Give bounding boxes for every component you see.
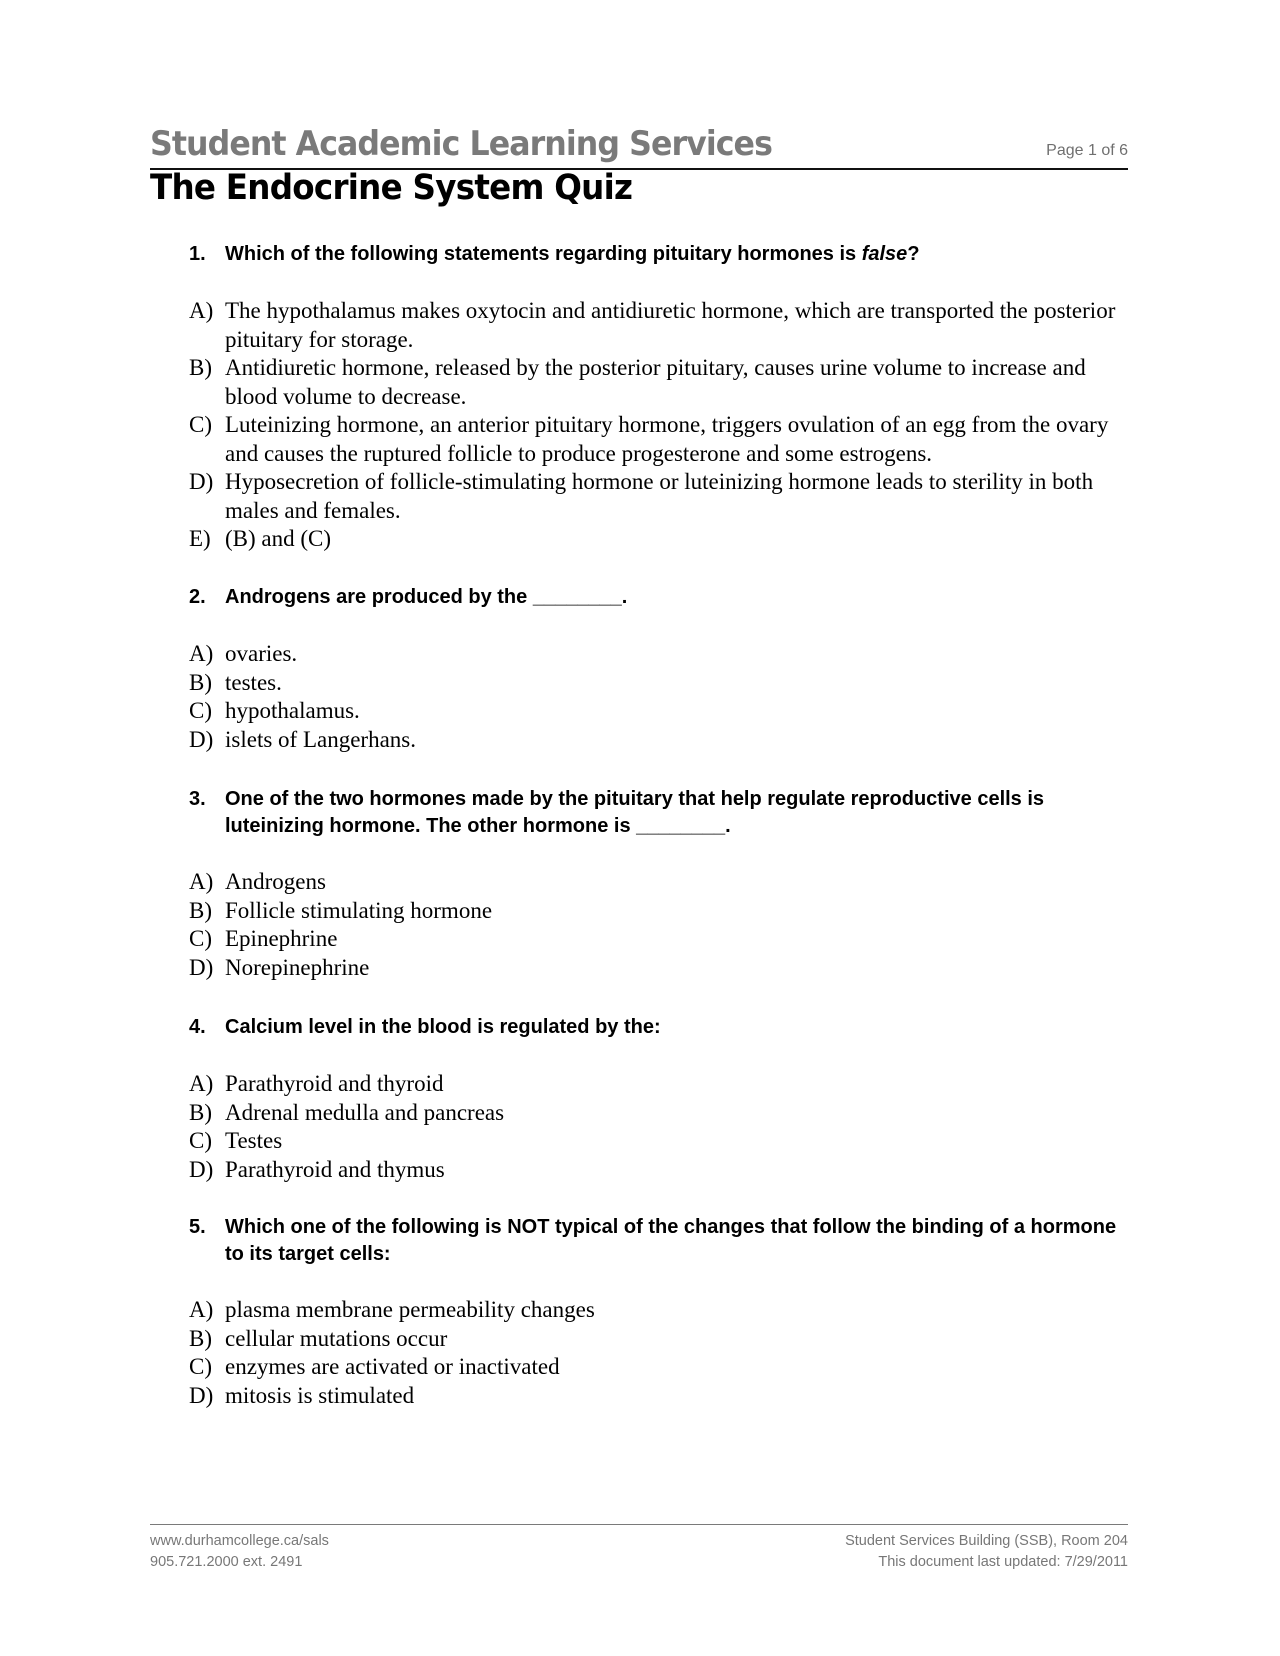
option-letter: B) [189, 669, 212, 695]
question-number: 2. [189, 586, 206, 608]
option-letter: E) [189, 526, 211, 551]
answer-options-2 [189, 640, 1129, 754]
option-text: Luteinizing hormone, an anterior pituitary hormone, triggers ovulation of an egg from the ovary and causes the ruptured follicle to produce progesterone and some estrogens. [225, 412, 1109, 466]
footer-phone: 905.721.2000 ext. 2491 [150, 1554, 303, 1570]
answer-option [189, 1127, 1129, 1156]
question-number: 4. [189, 1016, 206, 1038]
option-letter: C) [189, 1354, 212, 1379]
question-5 [189, 1214, 1129, 1268]
option-letter: A) [189, 869, 214, 894]
option-letter: B) [189, 1099, 212, 1125]
question-3 [189, 786, 1129, 840]
option-text: Hyposecretion of follicle-stimulating hormone or luteinizing hormone leads to sterility in both males and females. [225, 469, 1094, 523]
answer-option [189, 1353, 1129, 1382]
question-1 [189, 241, 1129, 268]
option-text: (B) and (C) [225, 526, 332, 551]
answer-option [189, 1296, 1129, 1325]
answer-option [189, 411, 1129, 468]
option-letter: D) [189, 469, 214, 494]
option-text: plasma membrane permeability changes [225, 1297, 595, 1322]
option-text: Parathyroid and thyroid [225, 1071, 444, 1096]
answer-options-4 [189, 1070, 1129, 1184]
answer-option [189, 1382, 1129, 1411]
option-text: Testes [225, 1128, 283, 1153]
option-letter: C) [189, 412, 212, 437]
question-text: Androgens are produced by the ________. [225, 586, 628, 608]
option-text: hypothalamus. [225, 698, 360, 723]
footer-location: Student Services Building (SSB), Room 204 [845, 1533, 1128, 1549]
option-text: Parathyroid and thymus [225, 1156, 445, 1182]
question-text: Which one of the following is NOT typical of the changes that follow the binding of a hormone to its target cells: [225, 1216, 1117, 1265]
option-text: Epinephrine [225, 926, 338, 951]
option-letter: D) [189, 1382, 214, 1408]
option-text: ovaries. [225, 641, 298, 666]
option-text: Androgens [225, 869, 326, 894]
answer-option [189, 868, 1129, 897]
option-text: Follicle stimulating hormone [225, 897, 493, 923]
organization-name: Student Academic Learning Services [150, 124, 772, 164]
option-text: cellular mutations occur [225, 1325, 448, 1351]
option-letter: C) [189, 1128, 212, 1153]
answer-options-3 [189, 868, 1129, 982]
question-4 [189, 1014, 1129, 1041]
answer-option [189, 726, 1129, 755]
option-letter: D) [189, 726, 214, 752]
option-letter: C) [189, 926, 212, 951]
option-letter: B) [189, 897, 212, 923]
page-number: Page 1 of 6 [1046, 142, 1128, 159]
option-text: Adrenal medulla and pancreas [225, 1099, 505, 1125]
option-text: Norepinephrine [225, 954, 370, 980]
answer-option [189, 1325, 1129, 1354]
option-letter: B) [189, 1325, 212, 1351]
answer-options-1 [189, 297, 1129, 554]
option-letter: A) [189, 641, 214, 666]
option-letter: C) [189, 698, 212, 723]
option-text: islets of Langerhans. [225, 726, 416, 752]
question-text: One of the two hormones made by the pituitary that help regulate reproductive cells is luteinizing hormone. The other hormone is ________. [225, 788, 1045, 837]
question-number: 1. [189, 243, 206, 265]
answer-option [189, 697, 1129, 726]
option-text: Antidiuretic hormone, released by the posterior pituitary, causes urine volume to increase and blood volume to decrease. [225, 355, 1086, 409]
answer-option [189, 1099, 1129, 1128]
footer-contact [150, 1531, 329, 1573]
question-2 [189, 584, 1129, 611]
question-emphasis: false [861, 243, 908, 265]
answer-options-5 [189, 1296, 1129, 1410]
answer-option [189, 640, 1129, 669]
page-header [150, 118, 1128, 170]
option-text: testes. [225, 669, 282, 695]
option-letter: A) [189, 1071, 214, 1096]
option-text: mitosis is stimulated [225, 1382, 415, 1408]
answer-option [189, 897, 1129, 926]
option-letter: B) [189, 355, 212, 380]
answer-option [189, 954, 1129, 983]
footer-updated: This document last updated: 7/29/2011 [878, 1554, 1128, 1570]
option-text: enzymes are activated or inactivated [225, 1354, 560, 1379]
answer-option [189, 468, 1129, 525]
question-text: Calcium level in the blood is regulated by the: [225, 1016, 661, 1038]
option-letter: D) [189, 1156, 214, 1182]
option-letter: A) [189, 298, 214, 323]
answer-option [189, 525, 1129, 554]
page-footer [150, 1524, 1128, 1570]
answer-option [189, 1070, 1129, 1099]
page-title: The Endocrine System Quiz [150, 168, 633, 208]
answer-option [189, 1156, 1129, 1185]
answer-option [189, 354, 1129, 411]
answer-option [189, 297, 1129, 354]
option-letter: A) [189, 1297, 214, 1322]
answer-option [189, 669, 1129, 698]
question-number: 3. [189, 788, 206, 810]
question-text: Which of the following statements regarding pituitary hormones is false? [225, 243, 920, 265]
option-text: The hypothalamus makes oxytocin and antidiuretic hormone, which are transported the posterior pituitary for storage. [225, 298, 1116, 352]
question-number: 5. [189, 1216, 206, 1238]
answer-option [189, 925, 1129, 954]
footer-website: www.durhamcollege.ca/sals [150, 1533, 329, 1549]
footer-info [845, 1531, 1128, 1573]
option-letter: D) [189, 954, 214, 980]
